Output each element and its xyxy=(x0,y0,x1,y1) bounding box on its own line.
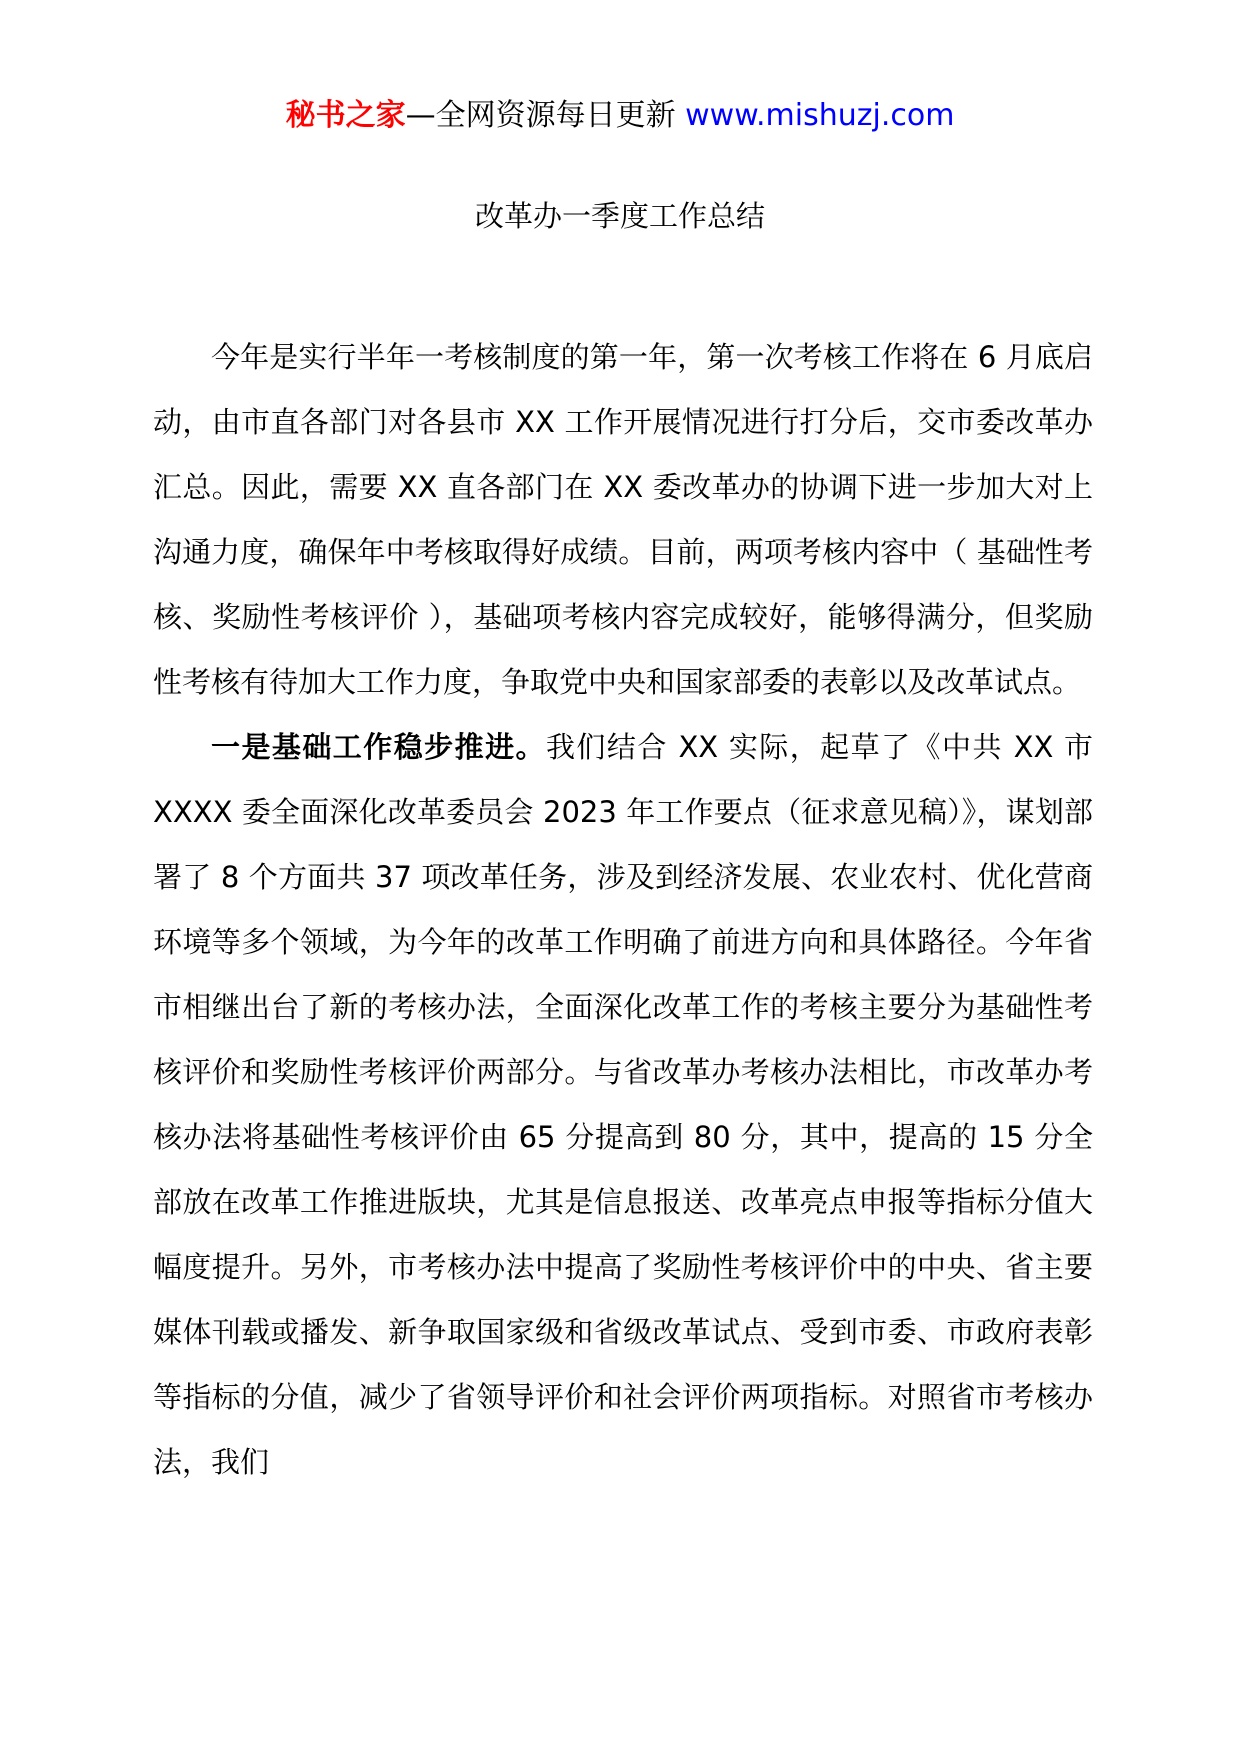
paragraph-text: 我们结合 XX 实际，起草了《中共 XX 市 XXXX 委全面深化改革委员会 2023 年工作要点（征求意见稿）》，谋划部署了 8 个方面共 37 项改革任务，涉及到经济发展、农业农村、优化营商环境等多个领域，为今年的改革工作明确了前进方向和具体路径。今年省市相继出台了新的考核办法，全面深化改革工作的考核主要分为基础性考核评价和奖励性考核评价两部分。与省改革办考核办法相比，市改革办考核办法将基础性考核评价由 65 分提高到 80 分，其中，提高的 15 分全部放在改革工作推进版块，尤其是信息报送、改革亮点申报等指标分值大幅度提升。另外，市考核办法中提高了奖励性考核评价中的中央、省主要媒体刊载或播发、新争取国家级和省级改革试点、受到市委、市政府表彰等指标的分值，减少了省领导评价和社会评价两项指标。对照省市考核办法，我们 xyxy=(153,730,1093,1479)
paragraph-lead: 一是基础工作稳步推进。 xyxy=(211,730,546,764)
paragraph-intro xyxy=(153,325,1093,715)
document-title: 改革办一季度工作总结 xyxy=(474,199,765,233)
site-header xyxy=(0,96,1240,136)
paragraph-text: 今年是实行半年一考核制度的第一年，第一次考核工作将在 6 月底启动，由市直各部门对各县市 XX 工作开展情况进行打分后，交市委改革办汇总。因此，需要 XX 直各部门在 XX 委改革办的协调下进一步加大对上沟通力度，确保年中考核取得好成绩。目前，两项考核内容中（ 基础性考核、奖励性考核评价 ），基础项考核内容完成较好，能够得满分，但奖励性考核有待加大工作力度，争取党中央和国家部委的表彰以及改革试点。 xyxy=(153,340,1093,699)
paragraph-basic-work xyxy=(153,715,1093,1495)
document-body xyxy=(153,325,1093,1495)
site-brand: 秘书之家 xyxy=(285,98,406,133)
site-tagline: —全网资源每日更新 xyxy=(405,98,686,133)
site-url-link[interactable]: www.mishuzj.com xyxy=(685,98,955,133)
